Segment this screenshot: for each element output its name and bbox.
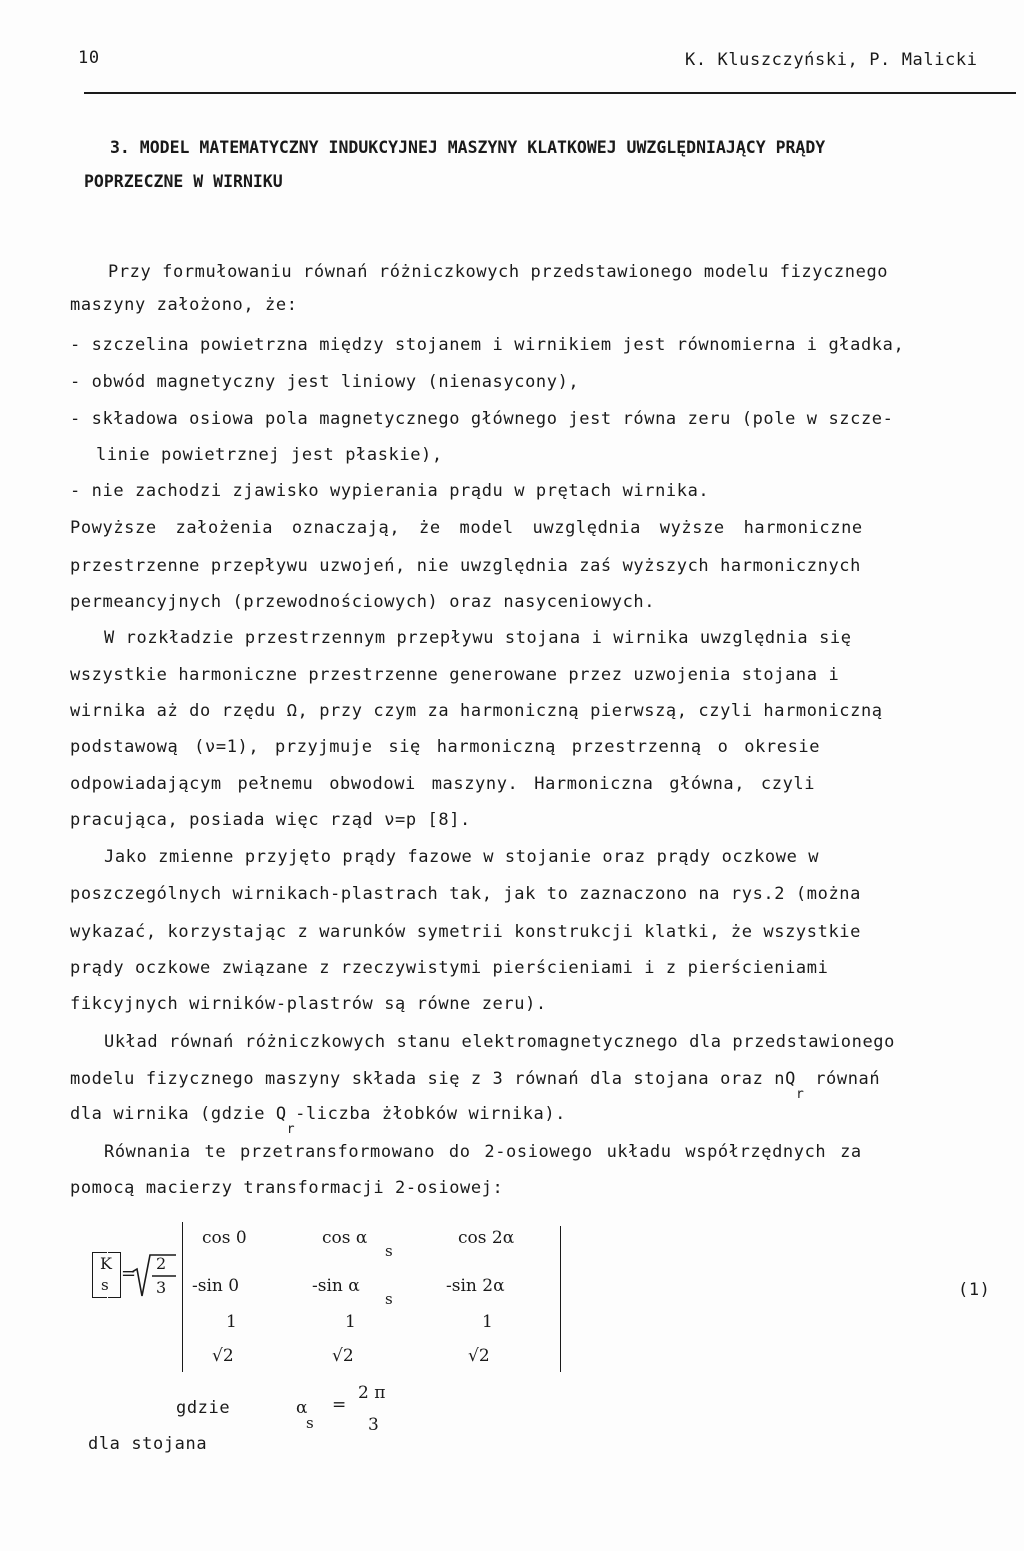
sqrt-sign <box>130 1252 180 1300</box>
matrix-r3-c3: 1 <box>482 1312 493 1332</box>
subscript-r: r <box>286 1122 296 1137</box>
paragraph-3-line6: pracująca, posiada więc rząd ν=p [8]. <box>70 810 471 830</box>
paragraph-5-line1: Układ równań różniczkowych stanu elektromagnetycznego dla przedstawionego <box>104 1032 895 1052</box>
paragraph-6-line1: Równania te przetransformowano do 2-osiowego układu współrzędnych za <box>104 1142 862 1162</box>
paragraph-5-line2-tail: równań <box>804 1069 881 1089</box>
alpha-equals: = <box>332 1395 347 1415</box>
paragraph-4-line3: wykazać, korzystając z warunków symetrii konstrukcji klatki, że wszystkie <box>70 922 861 942</box>
right-bracket <box>108 1252 121 1298</box>
sqrt-denominator: 3 <box>156 1278 167 1297</box>
alpha-symbol: α <box>296 1398 308 1418</box>
matrix-r2-c2-subscript: s <box>385 1290 393 1308</box>
paragraph-5-line3-tail: -liczba żłobków wirnika). <box>295 1104 567 1124</box>
assumption-bullet-3-line1: - składowa osiowa pola magnetycznego głównego jest równa zeru (pole w szcze- <box>70 409 894 429</box>
paragraph-3-line5: odpowiadającym pełnemu obwodowi maszyny. Harmoniczna główna, czyli <box>70 774 816 794</box>
paragraph-2-line2: przestrzenne przepływu uzwojeń, nie uwzględnia zaś wyższych harmonicznych <box>70 556 861 576</box>
sqrt-numerator: 2 <box>156 1254 167 1273</box>
alpha-subscript: s <box>306 1414 314 1432</box>
paragraph-3-line1: W rozkładzie przestrzennym przepływu stojana i wirnika uwzględnia się <box>104 628 852 648</box>
matrix-r1-c2: cos α <box>322 1228 368 1248</box>
matrix-r2-c2: -sin α <box>312 1276 360 1296</box>
paragraph-4-line4: prądy oczkowe związane z rzeczywistymi pierścieniami i z pierścieniami <box>70 958 829 978</box>
where-label: gdzie <box>176 1398 231 1418</box>
equation-number: (1) <box>958 1280 991 1300</box>
paragraph-2-line1: Powyższe założenia oznaczają, że model uwzględnia wyższe harmoniczne <box>70 518 863 538</box>
intro-line2: maszyny założono, że: <box>70 295 298 315</box>
fraction-numerator: 2 π <box>358 1383 386 1403</box>
paragraph-4-line5: fikcyjnych wirników-plastrów są równe zeru). <box>70 994 547 1014</box>
paragraph-5-line3-text: dla wirnika (gdzie Q <box>70 1104 287 1124</box>
equals-sign: = <box>121 1263 137 1284</box>
matrix-r2-c3: -sin 2α <box>446 1276 505 1296</box>
paragraph-3-line4: podstawową (ν=1), przyjmuje się harmoniczną przestrzenną o okresie <box>70 737 821 757</box>
paragraph-5-line3 <box>70 1104 567 1137</box>
subscript-r: r <box>795 1087 805 1102</box>
section-title-line1: 3. MODEL MATEMATYCZNY INDUKCYJNEJ MASZYNY KLATKOWEJ UWZGLĘDNIAJĄCY PRĄDY <box>110 138 826 157</box>
assumption-bullet-1: - szczelina powietrzna między stojanem i wirnikiem jest równomierna i gładka, <box>70 335 905 355</box>
matrix-r1-c3: cos 2α <box>458 1228 515 1248</box>
paragraph-4-line2: poszczególnych wirnikach-plastrach tak, jak to zaznaczono na rys.2 (można <box>70 884 861 904</box>
matrix-r4-c3: √2 <box>468 1346 490 1366</box>
matrix-right-bar <box>560 1226 561 1372</box>
matrix-r4-c2: √2 <box>332 1346 354 1366</box>
matrix-r1-c1: cos 0 <box>202 1228 247 1248</box>
intro-line1: Przy formułowaniu równań różniczkowych przedstawionego modelu fizycznego <box>108 262 889 282</box>
header-rule <box>84 92 1016 94</box>
matrix-symbol-subscript: s <box>101 1276 109 1294</box>
paragraph-5-line2 <box>70 1069 881 1102</box>
assumption-bullet-4: - nie zachodzi zjawisko wypierania prądu w prętach wirnika. <box>70 481 710 501</box>
matrix-r1-c2-subscript: s <box>385 1242 393 1260</box>
assumption-bullet-3-line2: linie powietrznej jest płaskie), <box>96 445 443 465</box>
paragraph-4-line1: Jako zmienne przyjęto prądy fazowe w stojanie oraz prądy oczkowe w <box>104 847 820 867</box>
page-number: 10 <box>78 48 100 68</box>
running-head-authors: K. Kluszczyński, P. Malicki <box>685 50 978 70</box>
matrix-r2-c1: -sin 0 <box>192 1276 240 1296</box>
paragraph-3-line2: wszystkie harmoniczne przestrzenne generowane przez uzwojenia stojana i <box>70 665 840 685</box>
matrix-r3-c1: 1 <box>226 1312 237 1332</box>
matrix-left-bar <box>182 1222 183 1372</box>
fraction-denominator: 3 <box>368 1415 379 1435</box>
paragraph-2-line3: permeancyjnych (przewodnościowych) oraz nasyceniowych. <box>70 592 656 612</box>
matrix-r3-c2: 1 <box>345 1312 356 1332</box>
paragraph-3-line3: wirnika aż do rzędu Ω, przy czym za harmoniczną pierwszą, czyli harmoniczną <box>70 701 883 721</box>
section-title-line2: POPRZECZNE W WIRNIKU <box>84 172 283 191</box>
paragraph-5-line2-text: modelu fizycznego maszyny składa się z 3 równań dla stojana oraz nQ <box>70 1069 796 1089</box>
matrix-r4-c1: √2 <box>212 1346 234 1366</box>
paragraph-6-line2: pomocą macierzy transformacji 2-osiowej: <box>70 1178 504 1198</box>
matrix-symbol: K <box>100 1254 112 1273</box>
assumption-bullet-2: - obwód magnetyczny jest liniowy (nienasycony), <box>70 372 580 392</box>
for-stator-label: dla stojana <box>88 1434 208 1454</box>
